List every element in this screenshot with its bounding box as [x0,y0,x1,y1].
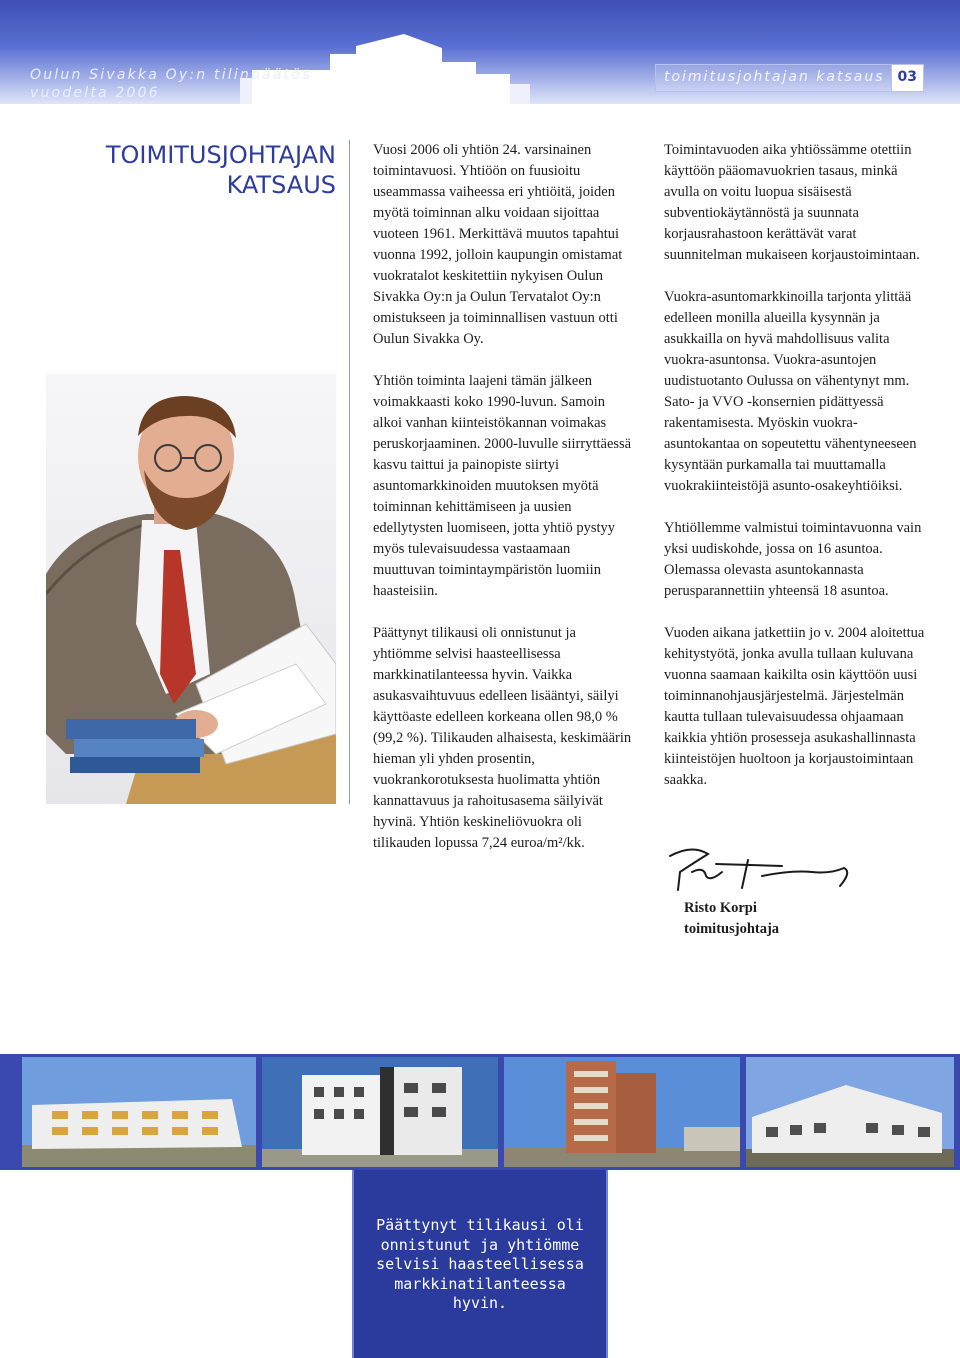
building-photo-4 [746,1057,954,1167]
page-title-line1: TOIMITUSJOHTAJAN [105,141,336,169]
signer-block [684,898,779,940]
page-title-line2: KATSAUS [226,171,336,199]
text-column-2 [664,140,932,812]
column-divider [349,140,350,804]
signer-role: toimitusjohtaja [684,921,780,937]
page-title [60,140,336,200]
building-photo-strip [0,1054,960,1170]
paragraph: Yhtiön toiminta laajeni tämän jälkeen voimakkaasti koko 1990-luvun. Samoin alkoi vanhan kiinteistökannan voimakas peruskorjaaminen. 2000-luvulle siirryttäessä kasvu taittui ja painopiste siirtyi asuntomarkkinoiden muutoksen myötä toiminnan kehittämiseen ja uusien edellytysten luomiseen, jotta yhtiö pystyy myös tulevaisuudessa vastaamaan muuttuvan toimintaympäristön luomiin haasteisiin. [373,373,632,599]
report-title [30,66,312,102]
handwritten-signature [662,842,862,894]
building-photo-1 [22,1057,256,1167]
report-title-line1: Oulun Sivakka Oy:n tilinpäätös [30,67,312,83]
paragraph: Vuosi 2006 oli yhtiön 24. varsinainen toimintavuosi. Yhtiöön on fuusioitu useammassa vaiheessa eri yhtiöitä, joiden myötä toiminnan alku voidaan sijoittaa vuoteen 1961. Merkittävä muutos tapahtui vuonna 1992, jolloin kaupungin omistamat vuokratalot keskitettiin nykyisen Oulun Sivakka Oy:n ja Oulun Tervatalot Oy:n omistukseen ja toiminnallisen vastuun otti Oulun Sivakka Oy. [373,142,623,347]
pull-quote: Päättynyt tilikausi oli onnistunut ja yhtiömme selvisi haasteellisessa markkinatilanteessa hyvin. [376,1216,584,1312]
text-column-1 [373,140,635,875]
building-photo-3 [504,1057,740,1167]
paragraph: Yhtiöllemme valmistui toimintavuonna vain yksi uudiskohde, jossa on 16 asuntoa. Olemassa olevasta asuntokannasta perusparannettiin yhteensä 18 asuntoa. [664,520,922,599]
page-number: 03 [891,65,923,91]
building-photo-2 [262,1057,498,1167]
page-header [0,0,960,104]
paragraph: Päättynyt tilikausi oli onnistunut ja yhtiömme selvisi haasteellisessa markkinatilanteessa hyvin. Vaikka asukasvaihtuvuus edelleen lisääntyi, säilyi käyttöaste edelleen korkeana ollen 98,0 % (99,2 %). Tilikauden alhaisesta, keskimäärin hieman yli yhden prosentin, vuokrankorotuksesta huolimatta yhtiön kannattavuus ja rahoitusasema säilyivät hyvinä. Yhtiön keskineliövuokra oli tilikauden lopussa 7,24 euroa/m²/kk. [373,625,632,851]
section-label [655,64,924,92]
pull-quote-box [352,1170,608,1358]
paragraph: Toimintavuoden aika yhtiössämme otettiin käyttöön pääomavuokrien tasaus, minkä avulla on voitu luopua sisäisestä subventiokäytännöstä ja suunnata korjausrahastoon kerättävät varat suunnitelman mukaiseen korjaustoimintaan. [664,142,920,263]
paragraph: Vuokra-asuntomarkkinoilla tarjonta ylittää edelleen monilla alueilla kysynnän ja asukkailla on hyvä mahdollisuus valita vuokra-asuntonsa. Vuokra-asuntojen uudistuotanto Oulussa on vähentynyt mm. Sato- ja VVO -konsernien pidättyessä rakentamisesta. Myöskin vuokra-asuntokantaa on sopeutettu vähentyneeseen kysyntään purkamalla tai muuttamalla vuokrakiinteistöjä asunto-osakeyhtiöiksi. [664,289,917,494]
paragraph: Vuoden aikana jatkettiin jo v. 2004 aloitettua kehitystyötä, jonka avulla tullaan kuluvana vuonna saamaan kaikilta osin käyttöön uusi toiminnanohjausjärjestelmä. Järjestelmän kautta tullaan tulevaisuudessa ohjaamaan kaikkia yhtiön prosesseja asukashallinnasta kiinteistöjen huoltoon ja korjaustoimintaan saakka. [664,625,925,788]
ceo-portrait [46,374,336,804]
signer-name: Risto Korpi [684,900,757,916]
report-title-line2: vuodelta 2006 [30,85,160,101]
section-name: toimitusjohtajan katsaus [663,69,885,85]
